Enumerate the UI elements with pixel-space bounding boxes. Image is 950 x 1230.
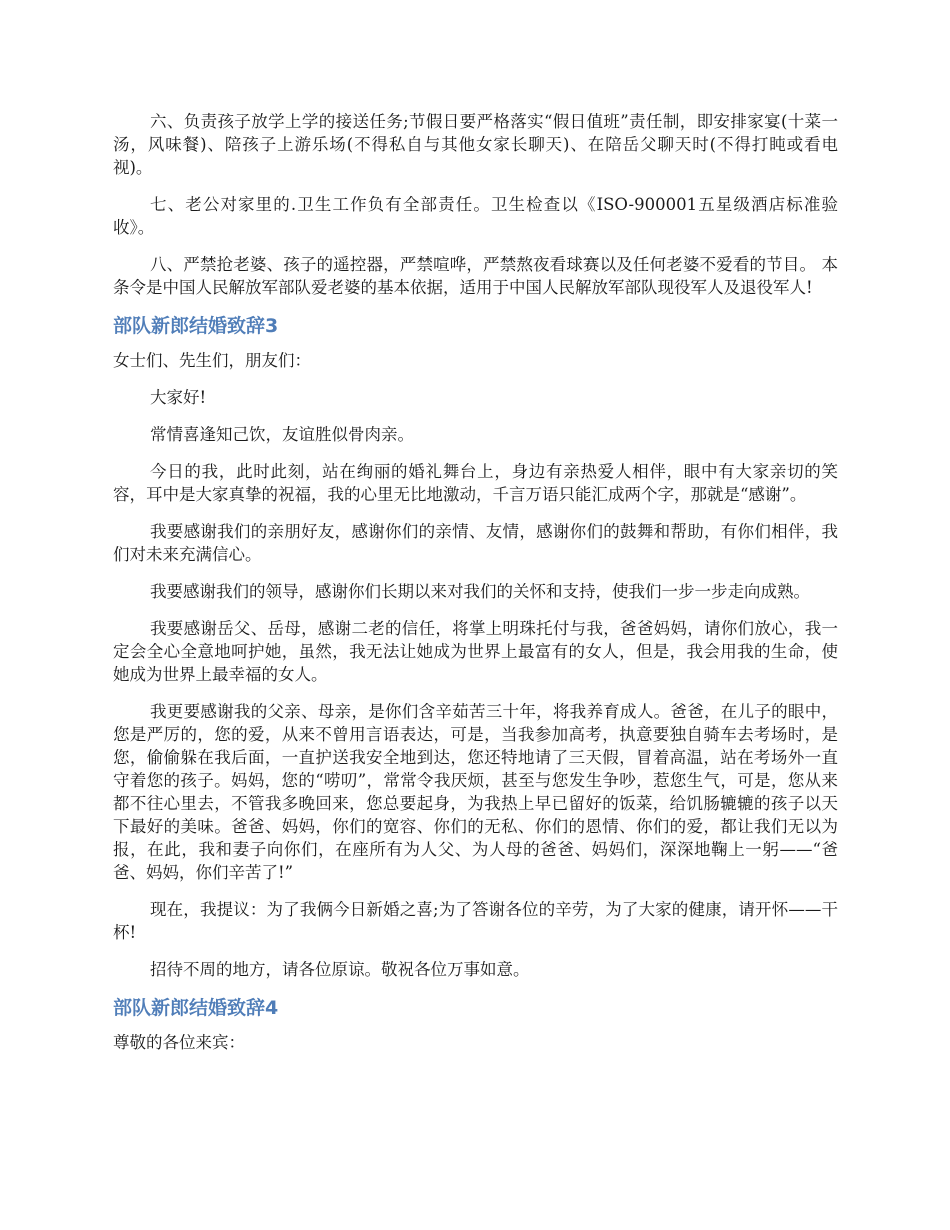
paragraph: 招待不周的地方，请各位原谅。敬祝各位万事如意。 — [150, 960, 530, 979]
paragraph: 现在，我提议：为了我俩今日新婚之喜;为了答谢各位的辛劳，为了大家的健康，请开怀——干杯! — [113, 900, 838, 942]
paragraph-rule-seven: 七、老公对家里的.卫生工作负有全部责任。卫生检查以《ISO-900001五星级酒店标准验收》。 — [113, 195, 838, 237]
salutation-4: 尊敬的各位来宾： — [113, 1033, 245, 1052]
article-body — [113, 110, 838, 1068]
paragraph: 我要感谢我们的亲朋好友，感谢你们的亲情、友情，感谢你们的鼓舞和帮助，有你们相伴，我们对未来充满信心。 — [113, 522, 838, 564]
section-heading-3: 部队新郎结婚致辞3 — [113, 315, 279, 337]
paragraph: 我更要感谢我的父亲、母亲，是你们含辛茹苦三十年，将我养育成人。爸爸，在儿子的眼中，您是严厉的，您的爱，从来不曾用言语表达，可是，当我参加高考，执意要独自骑车去考场时，是您，偷偷躲在我后面，一直护送我安全地到达，您还特地请了三天假，冒着高温，站在考场外一直守着您的孩子。妈妈，您的“唠叨”，常常令我厌烦，甚至与您发生争吵，惹您生气，可是，您从来都不往心里去，不管我多晚回来，您总要起身，为我热上早已留好的饭菜，给饥肠辘辘的孩子以天下最好的美味。爸爸、妈妈，你们的宽容、你们的无私、你们的恩情、你们的爱，都让我们无以为报，在此，我和妻子向你们，在座所有为人父、为人母的爸爸、妈妈们，深深地鞠上一躬——“爸爸、妈妈，你们辛苦了!” — [113, 702, 838, 882]
salutation-3: 女士们、先生们，朋友们： — [113, 351, 311, 370]
paragraph: 今日的我，此时此刻，站在绚丽的婚礼舞台上，身边有亲热爱人相伴，眼中有大家亲切的笑容，耳中是大家真挚的祝福，我的心里无比地激动，千言万语只能汇成两个字，那就是“感谢”。 — [113, 462, 838, 504]
paragraph-rule-eight: 八、严禁抢老婆、孩子的遥控器，严禁喧哗，严禁熬夜看球赛以及任何老婆不爱看的节目。 本条令是中国人民解放军部队爱老婆的基本依据，适用于中国人民解放军部队现役军人及退役军人! — [113, 255, 838, 297]
paragraph-rule-six: 六、负责孩子放学上学的接送任务;节假日要严格落实“假日值班”责任制，即安排家宴(十菜一汤，风味餐)、陪孩子上游乐场(不得私自与其他女家长聊天)、在陪岳父聊天时(不得打盹或看电视)。 — [113, 112, 838, 177]
paragraph: 我要感谢岳父、岳母，感谢二老的信任，将掌上明珠托付与我，爸爸妈妈，请你们放心，我一定会全心全意地呵护她，虽然，我无法让她成为世界上最富有的女人，但是，我会用我的生命，使她成为世界上最幸福的女人。 — [113, 619, 838, 684]
section-heading-4: 部队新郎结婚致辞4 — [113, 997, 279, 1019]
paragraph: 常情喜逢知己饮，友谊胜似骨肉亲。 — [150, 425, 414, 444]
paragraph: 我要感谢我们的领导，感谢你们长期以来对我们的关怀和支持，使我们一步一步走向成熟。 — [150, 582, 810, 601]
paragraph: 大家好! — [150, 388, 207, 407]
